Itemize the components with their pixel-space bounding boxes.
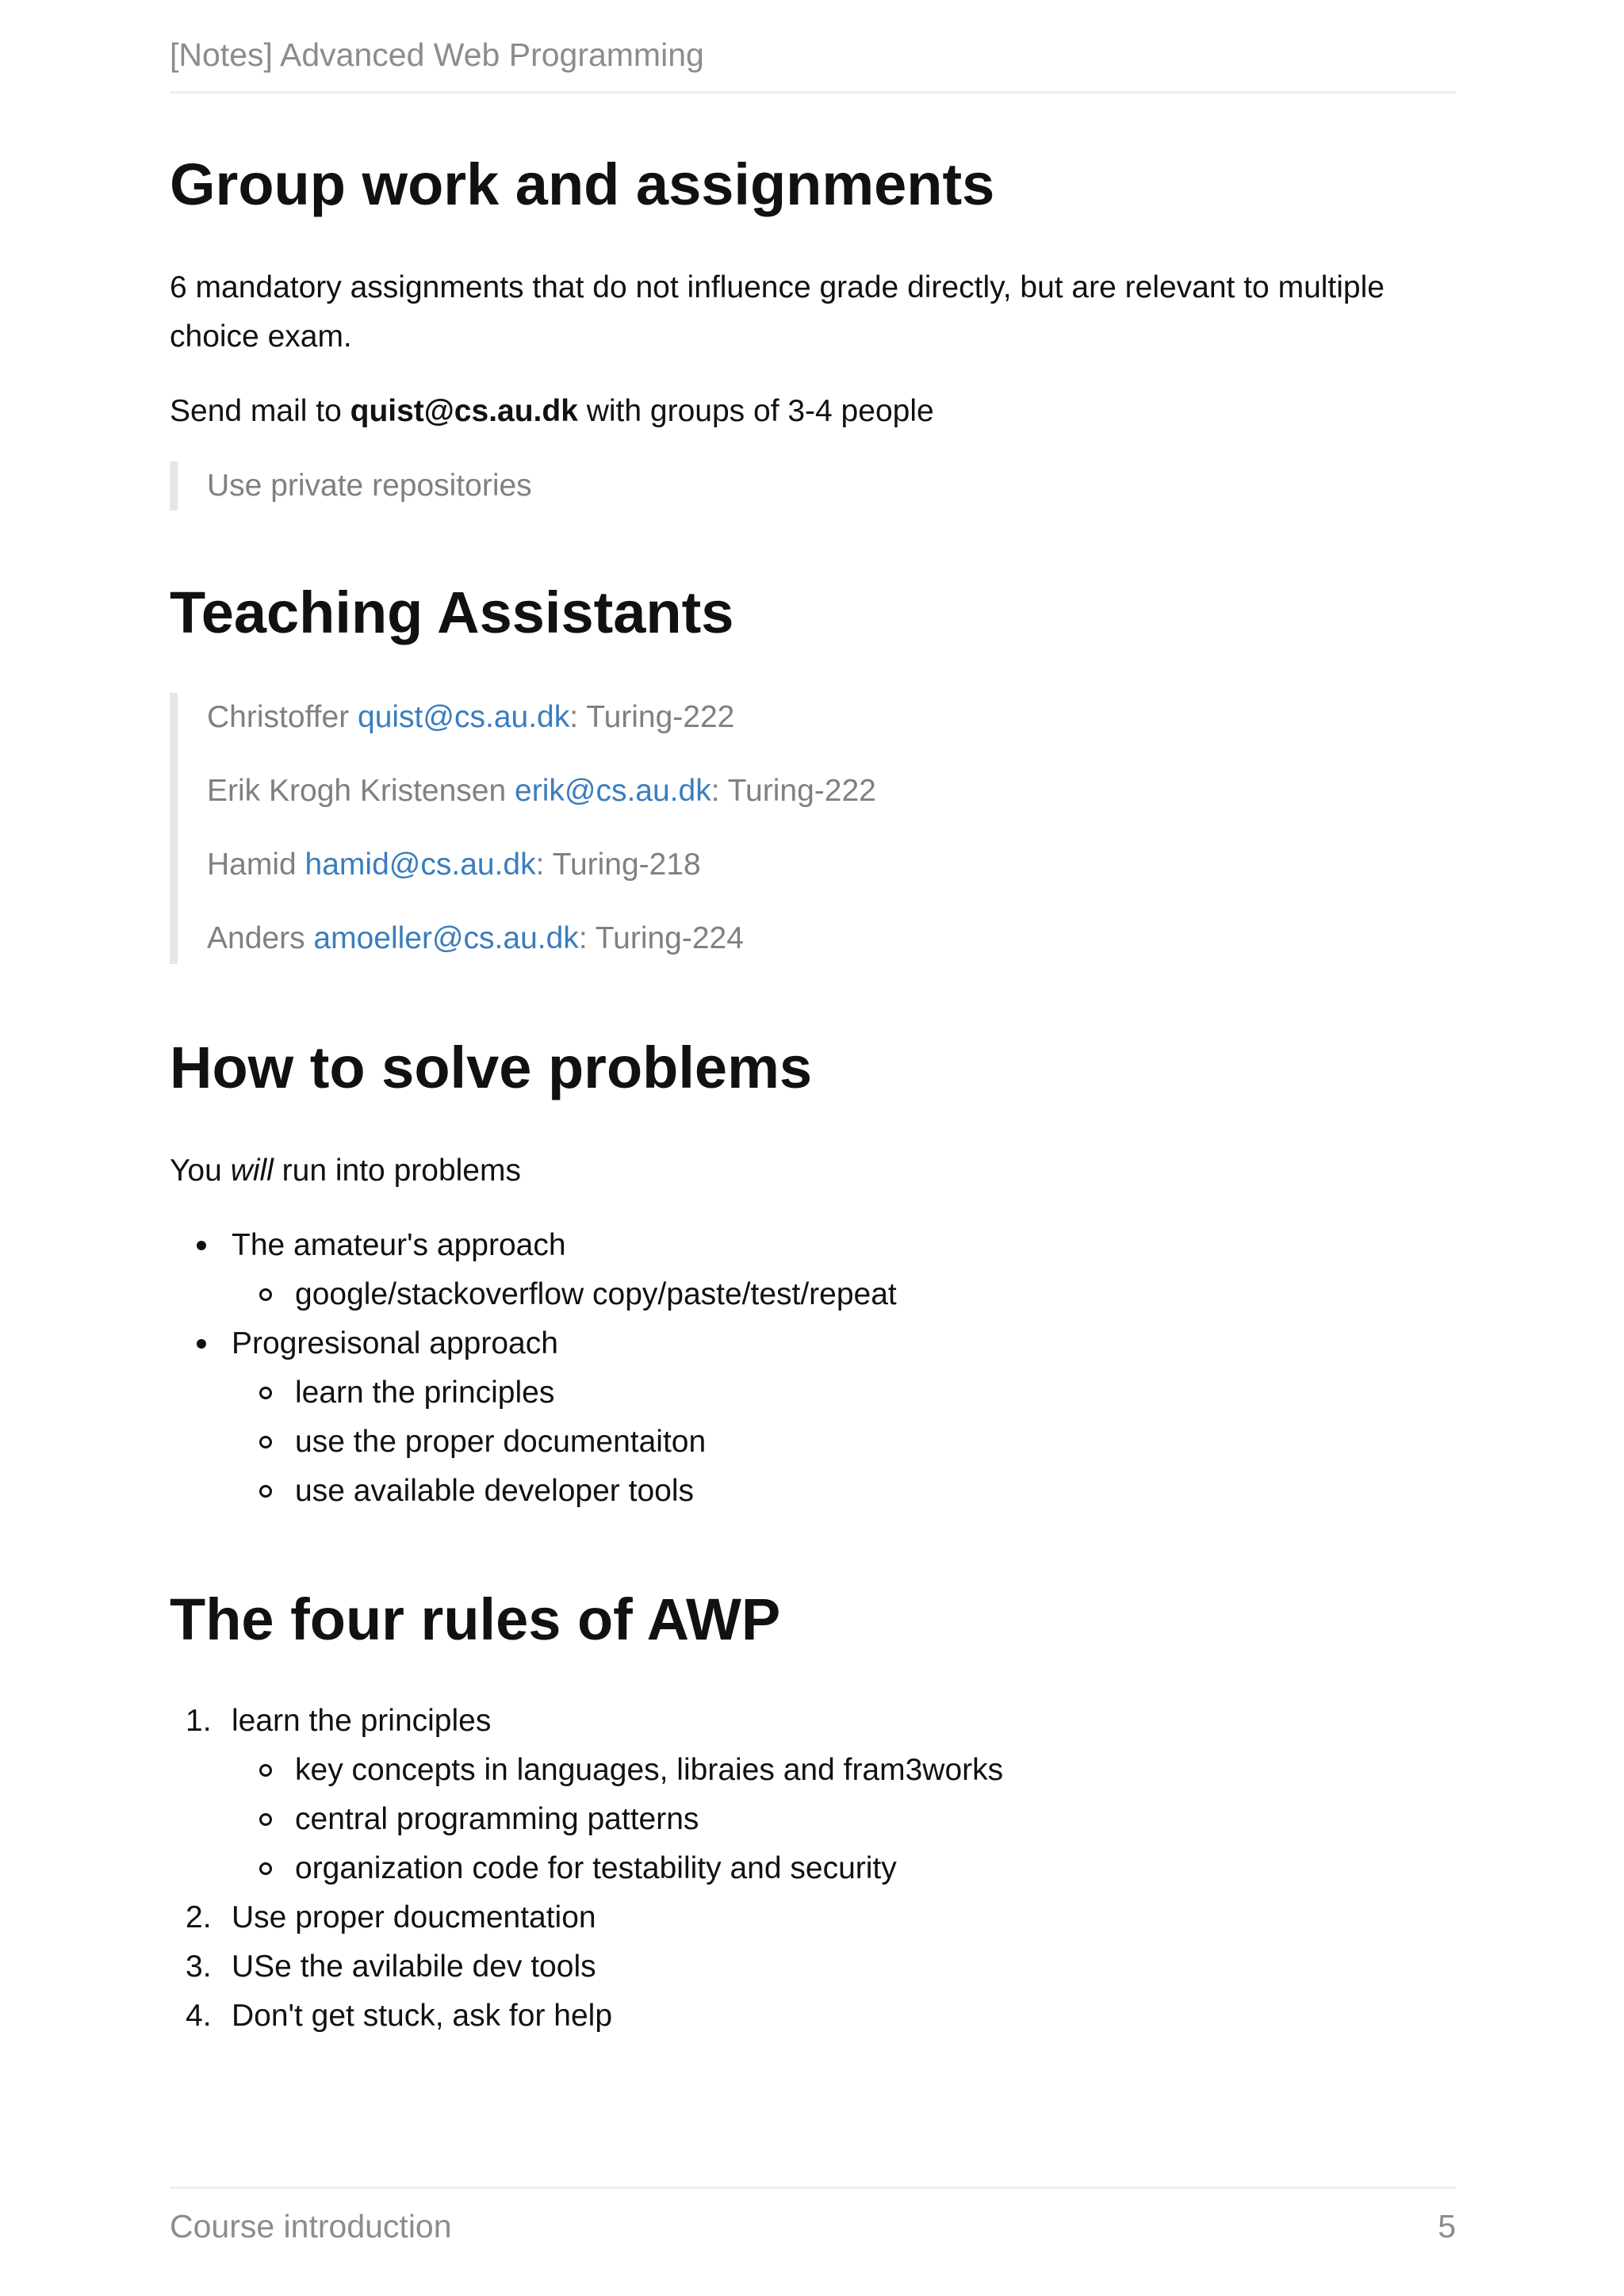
footer-section-name: Course introduction: [170, 2208, 452, 2244]
ta-list-quote: [170, 693, 1396, 964]
running-footer: [170, 2187, 1456, 2245]
sub-list-item: google/stackoverflow copy/paste/test/repeat: [170, 1270, 1456, 1319]
circle-bullet-icon: [259, 1288, 272, 1301]
list-item: 2. Use proper doucmentation: [186, 1900, 596, 1934]
assignments-paragraph: 6 mandatory assignments that do not influence grade directly, but are relevant to multiple choice exam.: [170, 270, 1385, 354]
sub-list-item: learn the principles: [170, 1368, 1456, 1418]
ta-email-link[interactable]: amoeller@cs.au.dk: [313, 921, 579, 955]
list-item: 4. Don't get stuck, ask for help: [186, 1999, 613, 2033]
bullet-icon: [197, 1241, 206, 1250]
sub-list-item: use the proper documentaiton: [170, 1418, 1456, 1467]
list-item: 3. USe the avilabile dev tools: [186, 1950, 596, 1984]
ta-entry: Anders amoeller@cs.au.dk: Turing-224: [207, 921, 744, 955]
sub-list-item: central programming patterns: [170, 1795, 1456, 1844]
rules-list: [170, 1697, 1456, 2041]
ta-email-link[interactable]: hamid@cs.au.dk: [304, 848, 536, 882]
circle-bullet-icon: [259, 1485, 272, 1498]
ta-entry: Erik Krogh Kristensen erik@cs.au.dk: Turing-222: [207, 774, 876, 808]
circle-bullet-icon: [259, 1387, 272, 1399]
send-mail-paragraph: Send mail to quist@cs.au.dk with groups of 3-4 people: [170, 394, 934, 428]
problems-intro: You will run into problems: [170, 1154, 521, 1188]
sub-list-item: key concepts in languages, libraies and fram3works: [170, 1746, 1456, 1795]
document-title: [Notes] Advanced Web Programming: [170, 36, 704, 73]
ta-entry: Hamid hamid@cs.au.dk: Turing-218: [207, 848, 701, 882]
quote-text: Use private repositories: [207, 469, 532, 503]
heading-teaching-assistants: Teaching Assistants: [170, 580, 734, 645]
circle-bullet-icon: [259, 1764, 272, 1777]
list-item: Progresisonal approach: [170, 1319, 1456, 1368]
page-number: 5: [1438, 2208, 1456, 2244]
ta-email-link[interactable]: quist@cs.au.dk: [358, 700, 570, 734]
ta-entry: Christoffer quist@cs.au.dk: Turing-222: [207, 700, 735, 734]
circle-bullet-icon: [259, 1862, 272, 1875]
private-repos-quote: [170, 461, 1396, 511]
ta-email-link[interactable]: erik@cs.au.dk: [515, 774, 711, 808]
approaches-list: [170, 1221, 1456, 1516]
bullet-icon: [197, 1339, 206, 1349]
sub-list-item: organization code for testability and security: [170, 1844, 1456, 1893]
circle-bullet-icon: [259, 1436, 272, 1448]
sub-list-item: use available developer tools: [170, 1467, 1456, 1516]
heading-solve-problems: How to solve problems: [170, 1035, 813, 1100]
circle-bullet-icon: [259, 1813, 272, 1826]
running-header: [170, 36, 1456, 94]
list-item: 1. learn the principles: [186, 1704, 492, 1738]
group-email: quist@cs.au.dk: [350, 394, 578, 428]
heading-group-work: Group work and assignments: [170, 151, 995, 217]
heading-four-rules: The four rules of AWP: [170, 1586, 781, 1652]
list-item: The amateur's approach: [170, 1221, 1456, 1270]
